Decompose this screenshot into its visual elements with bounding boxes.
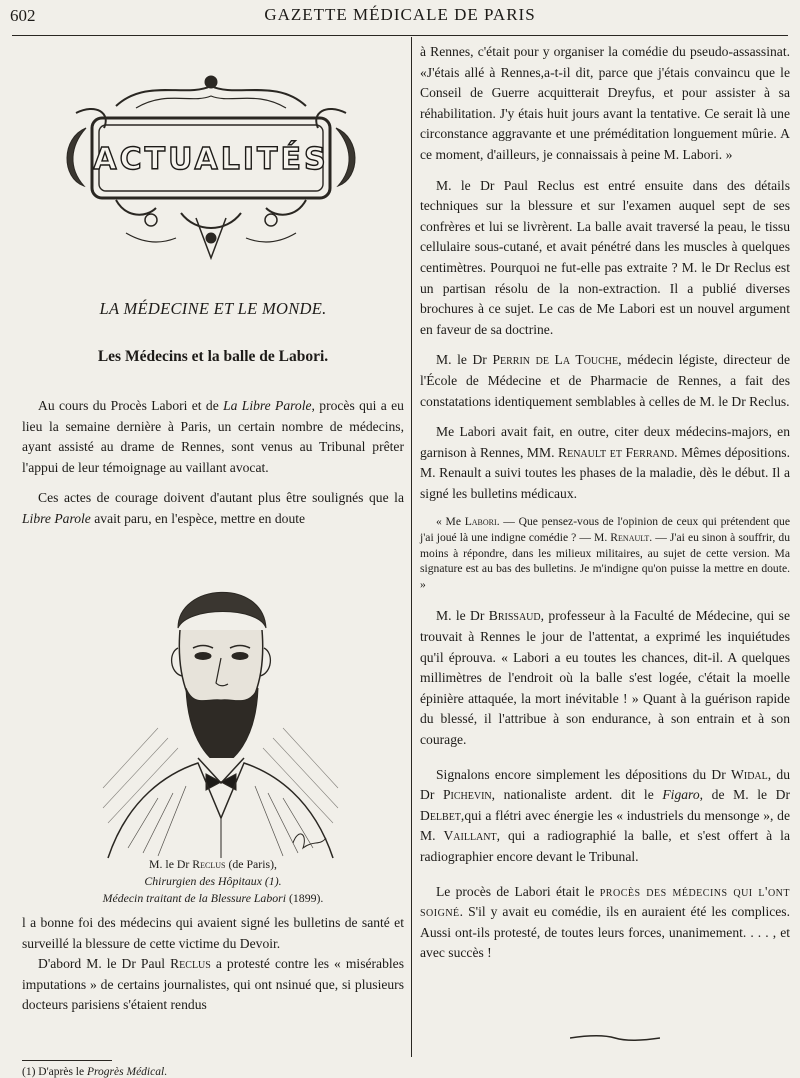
right-paragraph-8: Le procès de Labori était le procès des médecins qui l'ont soigné. S'il y avait eu comédie, ils en auraient été les complices. Aussi ont-ils protesté, de toutes leurs forces, unanimement. . . . , et avec succès ! <box>420 883 791 961</box>
running-title: GAZETTE MÉDICALE DE PARIS <box>264 5 536 24</box>
page-number: 602 <box>10 6 36 25</box>
caption-line-1: M. le Dr Reclus (de Paris), <box>149 857 277 871</box>
right-paragraph-7: Signalons encore simplement les dépositions du Dr Widal, du Dr Pichevin, nationaliste ardent. dit le Figaro, de M. le Dr Delbet,qui a flétri avec énergie les « industriels du mensonge », de M. Vaillant, qui a radiographié la balle, et s'est offert à la radiographier encore devant le Tribunal. <box>420 766 791 864</box>
ornamental-tail-rule <box>570 1034 660 1042</box>
caption-line-3: Médecin traitant de la Blessure Labori (1899). <box>102 891 324 905</box>
portrait-caption <box>22 856 404 907</box>
left-column <box>22 38 404 1078</box>
right-paragraph-3: M. le Dr Perrin de La Touche, médecin légiste, directeur de l'École de Médecine et de Pharmacie de Rennes, a fait des constatations identiquement semblables à celles de M. le Dr Reclus. <box>420 352 790 409</box>
left-paragraph-4: D'abord M. le Dr Paul Reclus a protesté contre les « misérables imputations » de certains journalistes, qui ont nsinué que, si plusieurs docteurs parisiens s'étaient rendus <box>22 956 404 1013</box>
portrait-engraving <box>98 558 343 878</box>
left-paragraph-1: Au cours du Procès Labori et de La Libre Parole, procès qui a eu lieu la semaine dernière à Paris, un certain nombre de médecins, ayant assisté au drame de Rennes, sont venus au Tribunal prêter l'appui de leur témoignage au vaillant avocat. <box>22 398 404 475</box>
right-paragraph-1: à Rennes, c'était pour y organiser la comédie du pseudo-assassinat. «J'étais allé à Rennes,a-t-il dit, parce que j'étais convaincu que le Conseil de Guerre acquitterait Dreyfus, et pour assister à sa réhabilitation. J'y étais huit jours avant la tentative. Ce serait là une circonstance aggravante et une préméditation longuement mûrie. A ce moment, d'ailleurs, je connaissais à peine M. Labori. » <box>420 44 790 162</box>
left-paragraph-3: l a bonne foi des médecins qui avaient signé les bulletins de santé et surveillé la blessure de cette victime du Devoir. <box>22 915 404 951</box>
footnote-rule <box>22 1060 112 1061</box>
actualites-banner <box>56 68 366 268</box>
banner-text: ACTUALITÉS <box>93 142 329 177</box>
header-rule <box>12 35 788 36</box>
left-paragraph-2: Ces actes de courage doivent d'autant plus être soulignés que la Libre Parole avait paru, en l'espèce, mettre en doute <box>22 490 404 526</box>
right-column <box>420 38 790 1058</box>
right-paragraph-6: M. le Dr Brissaud, professeur à la Faculté de Médecine, qui se trouvait à Rennes le jour de l'attentat, a exprimé les inquiétudes qu'il éprouva. « Labori a eu toutes les chances, dit-il. A quelques millimètres de l'endroit où la balle s'est logée, c'était la moelle épinière attaquée, la mort inévitable ! » Quant à la guérison rapide du blessé, il l'attribue à son endurance, à son entrain et à son courage. <box>420 608 790 747</box>
right-paragraph-2: M. le Dr Paul Reclus est entré ensuite dans des détails techniques sur la blessure et sur l'examen auquel sept de ses confrères et lui se livrèrent. La balle avait traversé la peau, le tissu cellulaire sous-cutané, et avait pénétré dans les muscles à quelques centimètres. Pourquoi ne fut-elle pas extraite ? M. le Dr Reclus est un partisan résolu de la non-extraction. Il a publié diverses brochures à ce sujet. Le cas de Me Labori est un nouvel argument en faveur de sa doctrine. <box>420 177 790 337</box>
caption-line-2: Chirurgien des Hôpitaux (1). <box>144 874 282 888</box>
section-title: LA MÉDECINE ET LE MONDE. <box>99 299 327 318</box>
right-paragraph-4: Me Labori avait fait, en outre, citer deux médecins-majors, en garnison à Rennes, MM. Renault et Ferrand. Mêmes dépositions. M. Renault a suivi toutes les phases de la maladie, dès le début. Il a signé les bulletins médicaux. <box>420 424 790 501</box>
footnote: (1) D'après le Progrès Médical. <box>22 1066 168 1078</box>
right-quote-exchange: « Me Labori. — Que pensez-vous de l'opinion de ceux qui prétendent que j'ai joué là une indigne comédie ? — M. Renault. — J'ai eu sinon à souffrir, du moins à répondre, dans les milieux militaires, au sujet de cette version. Ma signature est au bas des bulletins. Je m'indigne qu'on puisse la mettre en doute. » <box>420 515 790 591</box>
article-title: Les Médecins et la balle de Labori. <box>97 348 329 365</box>
column-divider <box>411 37 412 1057</box>
